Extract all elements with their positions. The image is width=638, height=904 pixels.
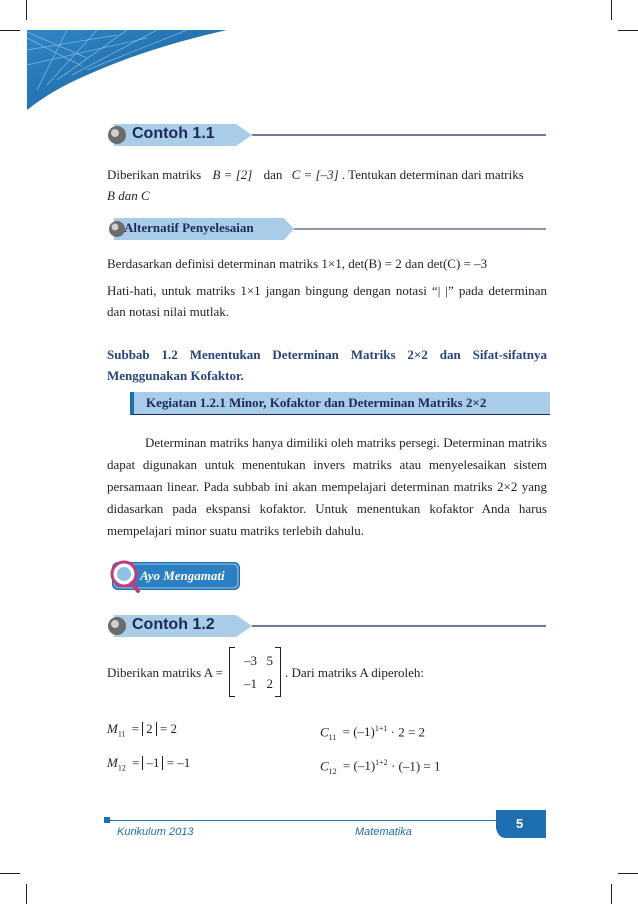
crop-mark <box>618 30 638 31</box>
matrix-c-expression: C = [–3] <box>291 167 339 182</box>
matrix-a-cell: 5 <box>266 653 274 668</box>
contoh-1-1-text-a: Diberikan matriks <box>107 167 202 182</box>
crop-mark <box>0 30 20 31</box>
contoh-1-1-text-b: . Tentukan determinan dari matriks <box>341 167 524 182</box>
minor-m11: $M_{11} = 2 = 2$ <box>107 721 177 739</box>
cofactor-c11: $C_{11} = (-1)^{1+1} \cdot 2 = 2$ <box>320 724 426 742</box>
matrix-b-expression: B = [2] <box>212 167 253 182</box>
contoh-1-1-dan: dan <box>263 167 283 182</box>
matrix-a-cell: 2 <box>266 676 274 691</box>
alternatif-label: Alternatif Penyelesaian <box>124 220 254 235</box>
footer-center: Matematika <box>355 826 412 838</box>
page-number: 5 <box>516 816 524 831</box>
corner-banner <box>27 30 227 110</box>
kegiatan-label: Kegiatan 1.2.1 Minor, Kofaktor dan Determinan Matriks 2×2 <box>146 395 487 410</box>
alternatif-line2: Hati-hati, untuk matriks 1×1 jangan bingung dengan notasi “| |” pada determinan dan notasi nilai mutlak. <box>107 283 547 319</box>
intro-paragraph: Determinan matriks hanya dimiliki oleh matriks persegi. Determinan matriks dapat digunakan untuk menentukan invers matriks atau menyelesaikan sistem persamaan linear. Pada subbab ini akan mempelajari determinan matriks 2×2 yang didasarkan pada ekspansi kofaktor. Untuk menentukan kofaktor Anda harus mempelajari minor suatu matriks terlebih dahulu. <box>107 435 547 538</box>
crop-mark <box>26 884 27 904</box>
crop-mark <box>611 0 612 20</box>
contoh-1-2-line1 <box>107 649 424 695</box>
contoh-1-1-line2: B dan C <box>107 188 150 203</box>
contoh-1-1-title: Contoh 1.1 <box>132 125 215 142</box>
cofactor-c12: $C_{12} = (-1)^{1+2} \cdot (-1) = 1$ <box>320 758 441 776</box>
matrix-a-cell: –3 <box>244 653 258 668</box>
contoh-1-2-text-b: . Dari matriks A diperoleh: <box>285 664 425 680</box>
matrix-a-cell: –1 <box>244 676 258 691</box>
footer-square <box>104 817 110 823</box>
minor-m12: $M_{12} = -1 = -1$ <box>107 755 191 773</box>
contoh-1-1-line1 <box>107 164 547 185</box>
matrix-a <box>229 647 281 697</box>
contoh-1-2-title: Contoh 1.2 <box>132 616 215 633</box>
crop-mark <box>26 0 27 20</box>
ayo-mengamati-label: Ayo Mengamati <box>140 568 225 583</box>
subbab-heading: Subbab 1.2 Menentukan Determinan Matriks 2×2 dan Sifat-sifatnya Menggunakan Kofaktor. <box>107 347 547 383</box>
crop-mark <box>611 884 612 904</box>
alternatif-line1: Berdasarkan definisi determinan matriks 1×1, det(B) = 2 dan det(C) = –3 <box>107 256 488 271</box>
crop-mark <box>618 873 638 874</box>
crop-mark <box>0 873 20 874</box>
footer-left: Kurikulum 2013 <box>117 826 194 838</box>
footer-rule <box>106 820 506 821</box>
contoh-1-2-text-a: Diberikan matriks A = <box>107 664 224 680</box>
